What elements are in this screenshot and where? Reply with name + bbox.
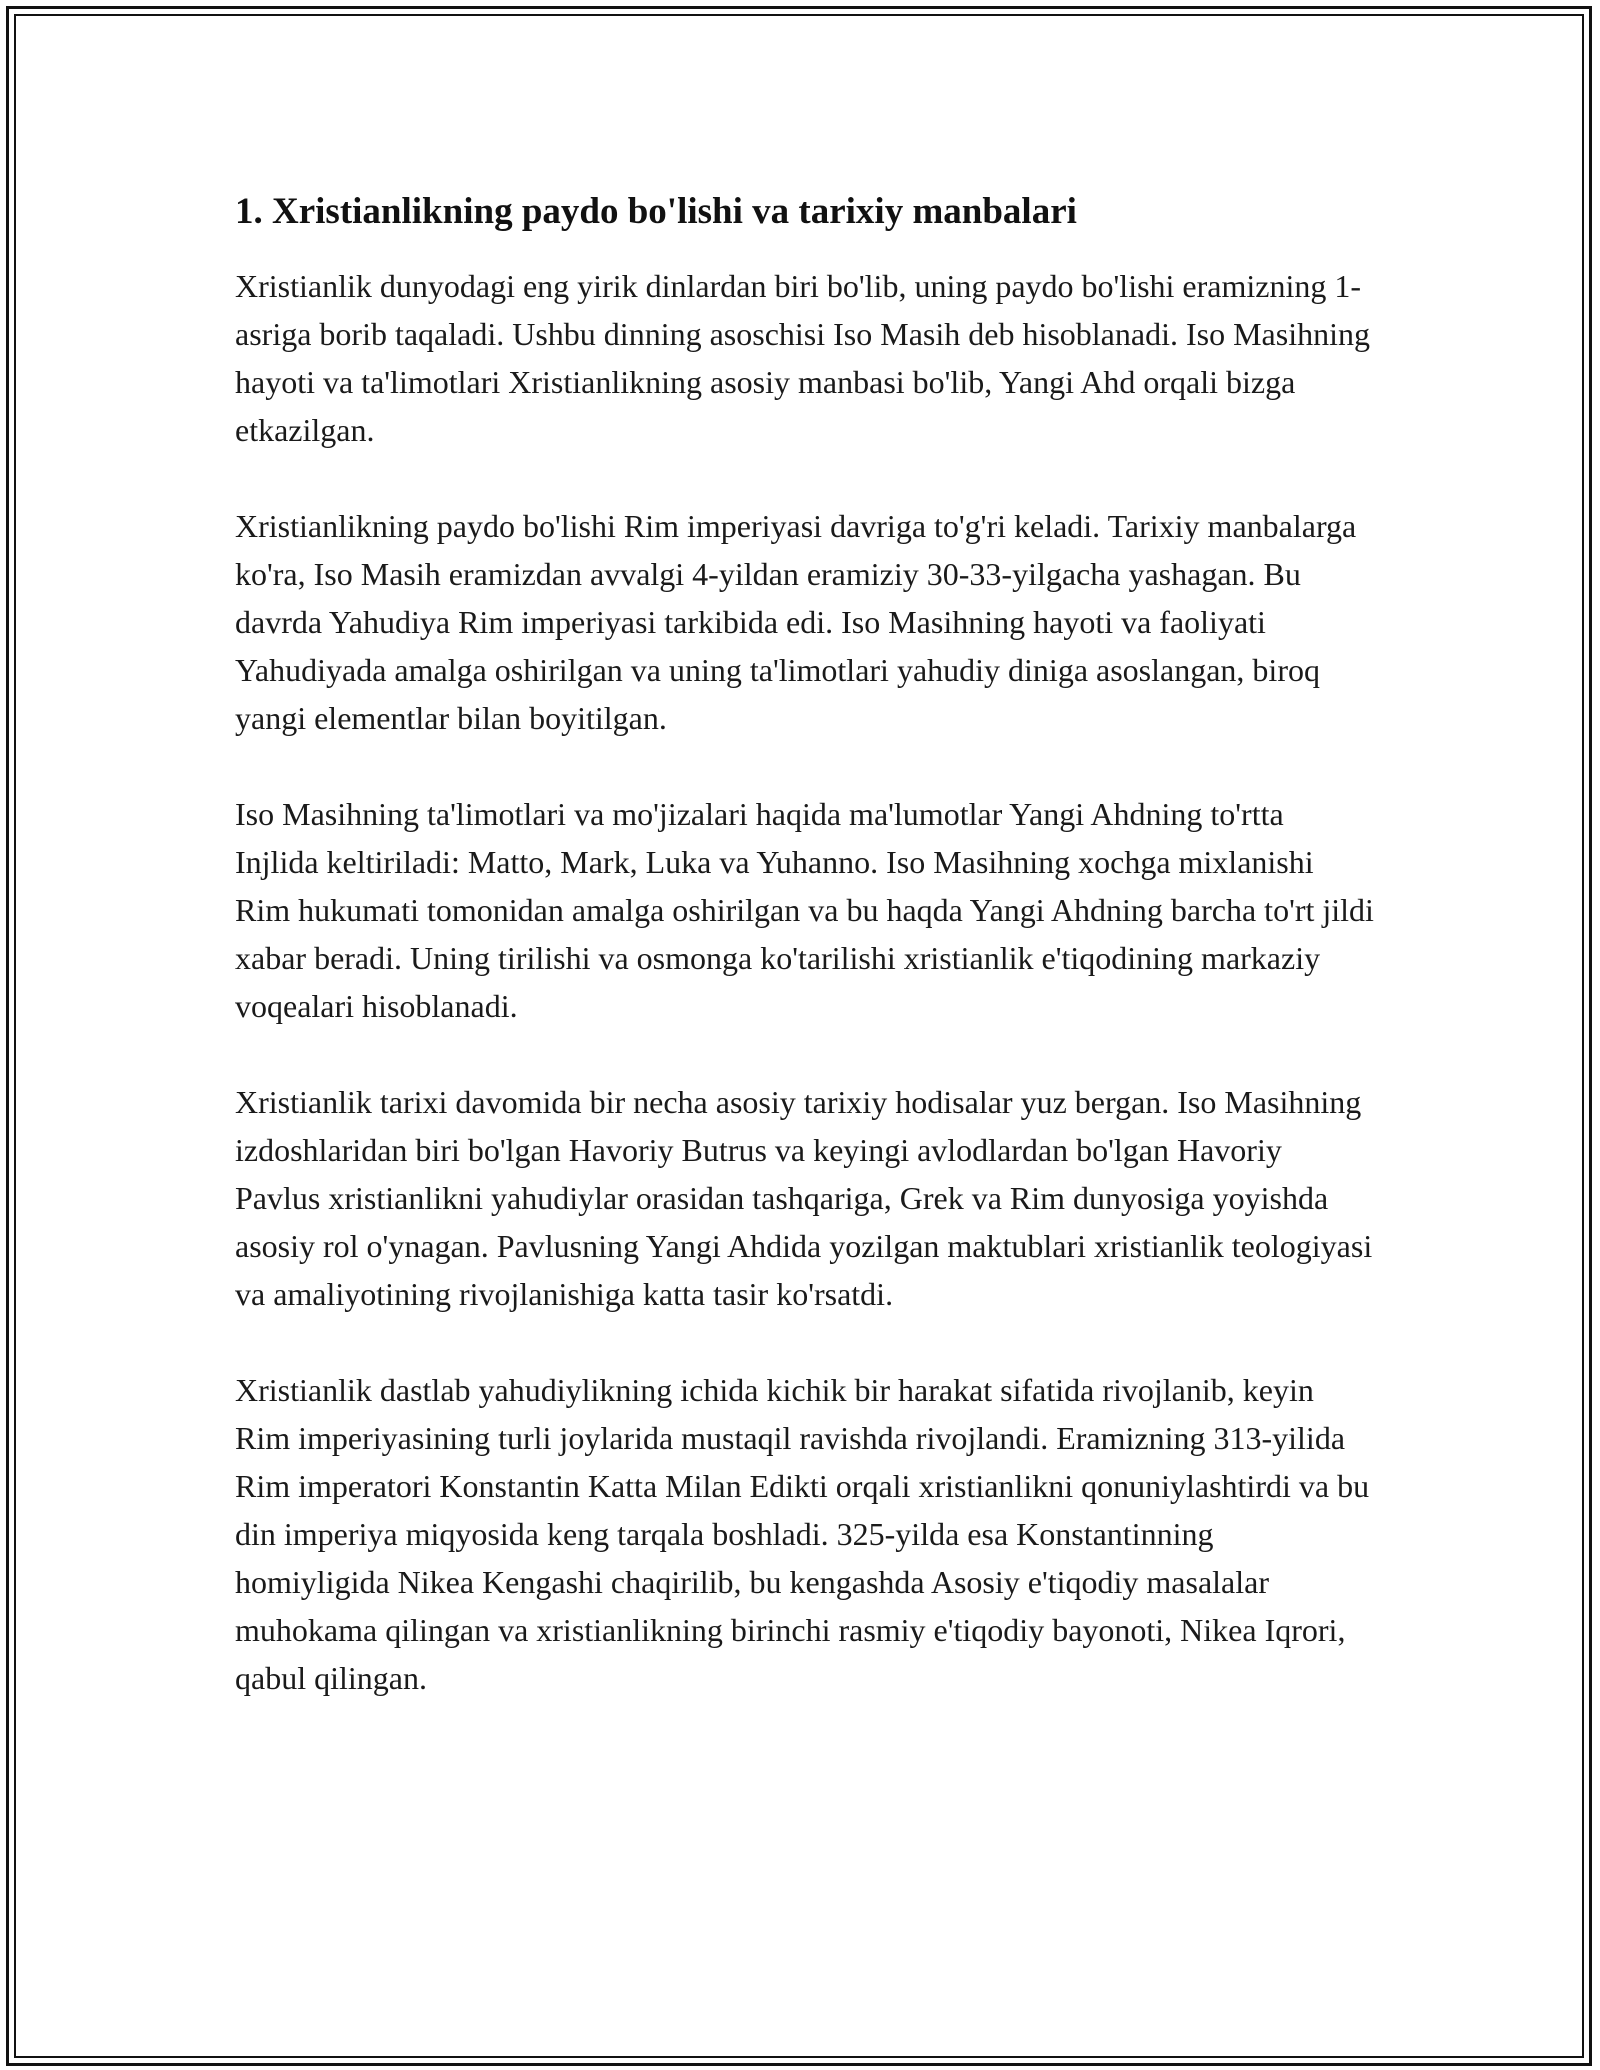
document-body bbox=[235, 188, 1375, 1750]
paragraph-1: Xristianlik dunyodagi eng yirik dinlardan biri bo'lib, uning paydo bo'lishi eramizning 1-asriga borib taqaladi. Ushbu dinning asoschisi Iso Masih deb hisoblanadi. Iso Masihning hayoti va ta'limotlari Xristianlikning asosiy manbasi bo'lib, Yangi Ahd orqali bizga etkazilgan. bbox=[235, 268, 1370, 448]
paragraph-2: Xristianlikning paydo bo'lishi Rim imperiyasi davriga to'g'ri keladi. Tarixiy manbalarga ko'ra, Iso Masih eramizdan avvalgi 4-yildan eramiziy 30-33-yilgacha yashagan. Bu davrda Yahudiya Rim imperiyasi tarkibida edi. Iso Masihning hayoti va faoliyati Yahudiyada amalga oshirilgan va uning ta'limotlari yahudiy diniga asoslangan, biroq yangi elementlar bilan boyitilgan. bbox=[235, 508, 1357, 736]
paragraph-5: Xristianlik dastlab yahudiylikning ichida kichik bir harakat sifatida rivojlanib, keyin Rim imperiyasining turli joylarida mustaqil ravishda rivojlandi. Eramizning 313-yilida Rim imperatori Konstantin Katta Milan Edikti orqali xristianlikni qonuniylashtirdi va bu din imperiya miqyosida keng tarqala boshladi. 325-yilda esa Konstantinning homiyligida Nikea Kengashi chaqirilib, bu kengashda Asosiy e'tiqodiy masalalar muhokama qilingan va xristianlikning birinchi rasmiy e'tiqodiy bayonoti, Nikea Iqrori, qabul qilingan. bbox=[235, 1372, 1370, 1696]
paragraph-3: Iso Masihning ta'limotlari va mo'jizalari haqida ma'lumotlar Yangi Ahdning to'rtta Injlida keltiriladi: Matto, Mark, Luka va Yuhanno. Iso Masihning xochga mixlanishi Rim hukumati tomonidan amalga oshirilgan va bu haqda Yangi Ahdning barcha to'rt jildi xabar beradi. Uning tirilishi va osmonga ko'tarilishi xristianlik e'tiqodining markaziy voqealari hisoblanadi. bbox=[235, 796, 1374, 1024]
paragraph-4: Xristianlik tarixi davomida bir necha asosiy tarixiy hodisalar yuz bergan. Iso Masihning izdoshlaridan biri bo'lgan Havoriy Butrus va keyingi avlodlardan bo'lgan Havoriy Pavlus xristianlikni yahudiylar orasidan tashqariga, Grek va Rim dunyosiga yoyishda asosiy rol o'ynagan. Pavlusning Yangi Ahdida yozilgan maktublari xristianlik teologiyasi va amaliyotining rivojlanishiga katta tasir ko'rsatdi. bbox=[235, 1084, 1373, 1312]
section-title: 1. Xristianlikning paydo bo'lishi va tarixiy manbalari bbox=[235, 191, 1077, 232]
